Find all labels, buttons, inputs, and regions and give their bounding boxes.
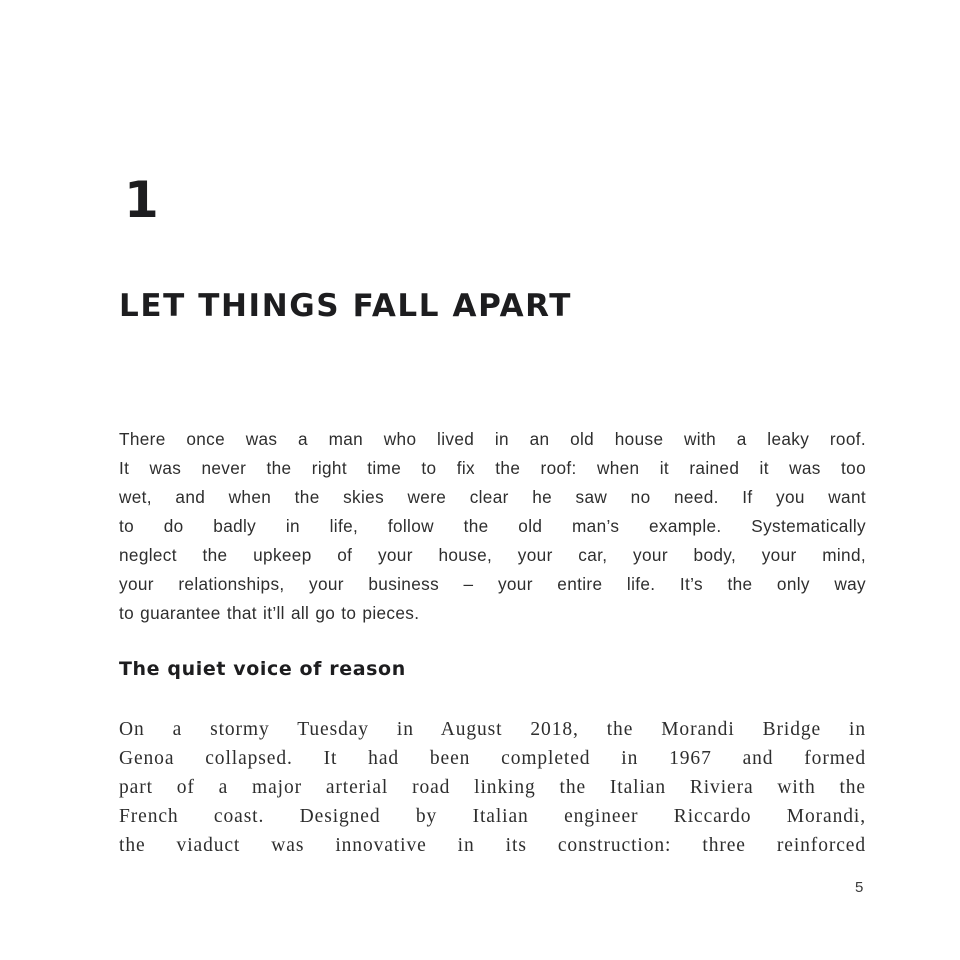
paragraph-line: French coast. Designed by Italian engineer Riccardo Morandi, [119,806,866,827]
paragraph-line: On a stormy Tuesday in August 2018, the Morandi Bridge in [119,719,866,740]
paragraph-line: to do badly in life, follow the old man’s example. Systematically [119,516,866,536]
page-number: 5 [855,879,864,896]
chapter-number: 1 [124,171,159,229]
paragraph-line: There once was a man who lived in an old house with a leaky roof. [119,429,866,449]
paragraph-line: neglect the upkeep of your house, your car, your body, your mind, [119,545,866,565]
paragraph-line: the viaduct was innovative in its construction: three reinforced [119,835,866,856]
paragraph-line: part of a major arterial road linking the Italian Riviera with the [119,777,866,798]
section-heading: The quiet voice of reason [119,658,406,680]
paragraph-line: Genoa collapsed. It had been completed in 1967 and formed [119,748,866,769]
section-paragraph [119,715,866,860]
paragraph-line: your relationships, your business – your entire life. It’s the only way [119,574,866,594]
paragraph-line: to guarantee that it’ll all go to pieces. [119,603,420,623]
paragraph-line: wet, and when the skies were clear he saw no need. If you want [119,487,866,507]
chapter-title: LET THINGS FALL APART [119,288,572,324]
intro-paragraph [119,425,866,628]
paragraph-line: It was never the right time to fix the roof: when it rained it was too [119,458,866,478]
